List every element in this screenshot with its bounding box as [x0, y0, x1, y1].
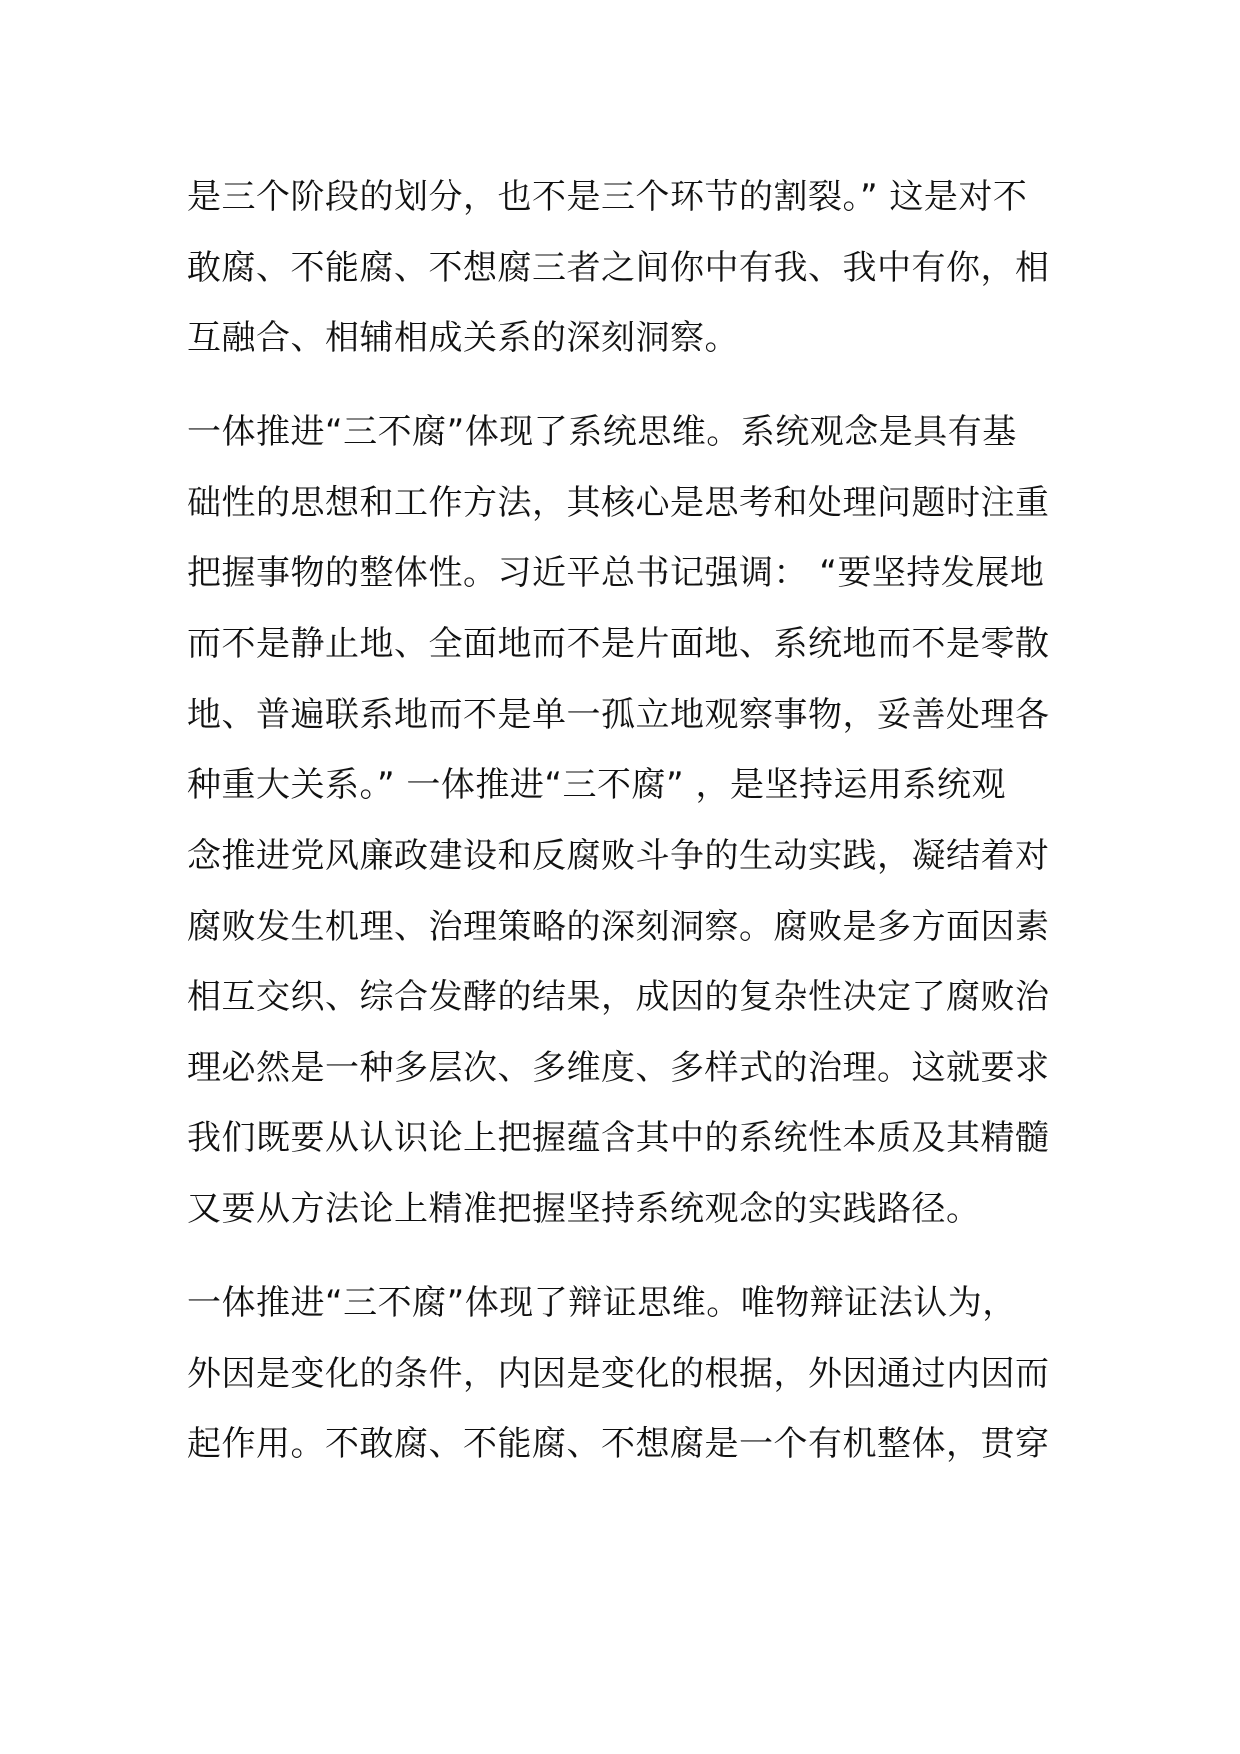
text-line: 相互交织、综合发酵的结果，成因的复杂性决定了腐败治: [187, 977, 1050, 1017]
text-line: 而不是静止地、全面地而不是片面地、系统地而不是零散: [187, 624, 1050, 664]
text-line: 腐败发生机理、治理策略的深刻洞察。腐败是多方面因素: [187, 907, 1050, 947]
text-line: 敢腐、不能腐、不想腐三者之间你中有我、我中有你，相: [187, 248, 1050, 288]
text-line: 是三个阶段的划分，也不是三个环节的割裂。” 这是对不: [187, 177, 1028, 217]
text-line: 又要从方法论上精准把握坚持系统观念的实践路径。: [187, 1189, 981, 1229]
text-line: 种重大关系。” 一体推进“三不腐” ，是坚持运用系统观: [187, 765, 1006, 805]
text-line: 外因是变化的条件，内因是变化的根据，外因通过内因而: [187, 1354, 1050, 1394]
text-line: 起作用。不敢腐、不能腐、不想腐是一个有机整体，贯穿: [187, 1424, 1050, 1464]
text-line: 础性的思想和工作方法，其核心是思考和处理问题时注重: [187, 483, 1050, 523]
text-line: 互融合、相辅相成关系的深刻洞察。: [187, 318, 739, 358]
text-line: 理必然是一种多层次、多维度、多样式的治理。这就要求: [187, 1048, 1050, 1088]
text-line: 念推进党风廉政建设和反腐败斗争的生动实践，凝结着对: [187, 836, 1050, 876]
text-line: 一体推进“三不腐”体现了系统思维。系统观念是具有基: [187, 412, 1017, 452]
text-line: 我们既要从认识论上把握蕴含其中的系统性本质及其精髓: [187, 1118, 1050, 1158]
text-line: 一体推进“三不腐”体现了辩证思维。唯物辩证法认为，: [187, 1283, 1017, 1323]
text-line: 地、普遍联系地而不是单一孤立地观察事物，妥善处理各: [187, 695, 1050, 735]
text-line: 把握事物的整体性。习近平总书记强调： “要坚持发展地: [187, 553, 1045, 593]
